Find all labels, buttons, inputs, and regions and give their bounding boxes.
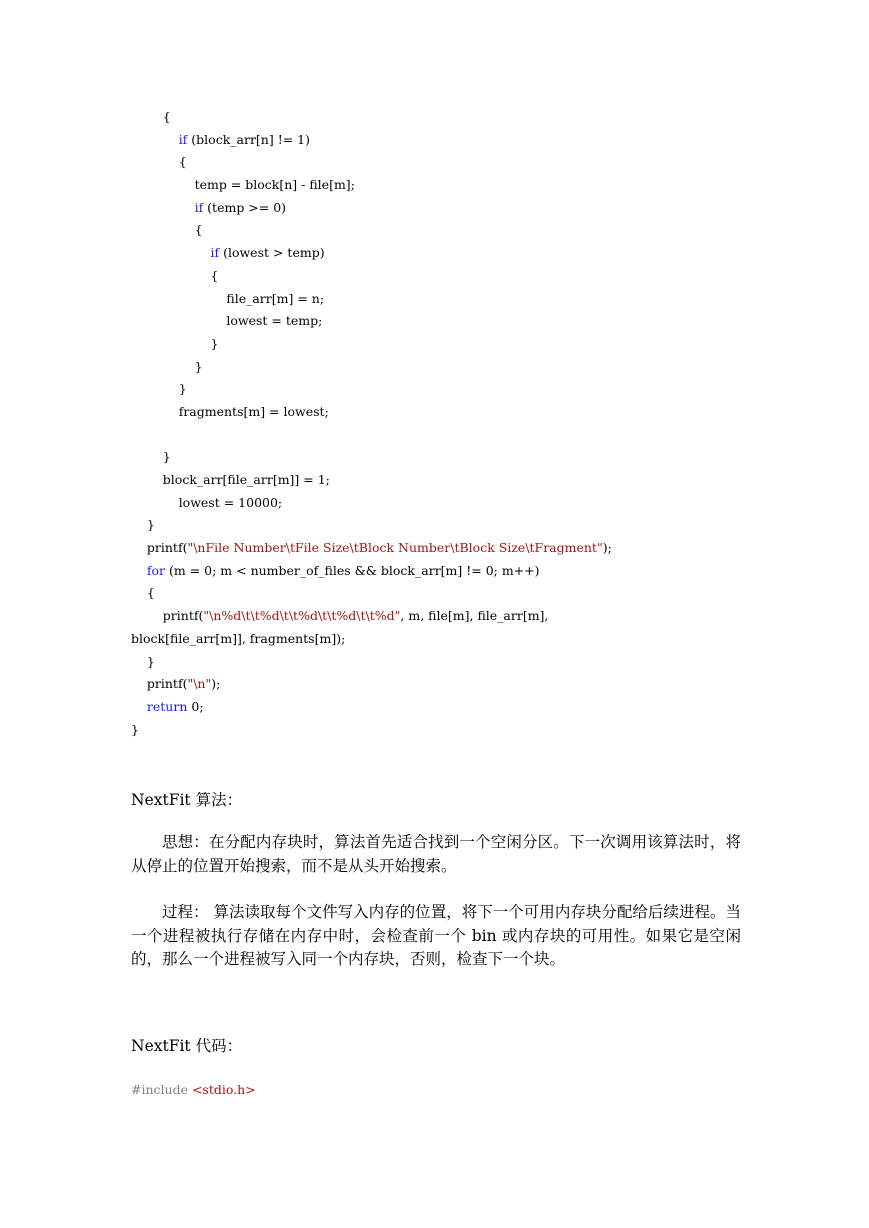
code-line	[131, 673, 831, 696]
code-line	[131, 174, 831, 197]
code-string: "\n%d\t\t%d\t\t%d\t\t%d\t\t%d"	[203, 608, 401, 624]
code-block	[131, 106, 831, 741]
code-indent	[131, 404, 179, 419]
nextfit-algorithm-heading: NextFit 算法：	[131, 791, 243, 809]
code-indent	[131, 563, 147, 578]
code-indent	[131, 313, 226, 328]
code-text: );	[211, 676, 221, 692]
code-keyword: return	[146, 698, 188, 714]
code-text: }	[146, 653, 155, 669]
code-text: {	[210, 267, 219, 283]
code-keyword: for	[146, 562, 166, 578]
code-text: block[file_arr[m]], fragments[m]);	[131, 630, 346, 646]
nextfit-code-heading: NextFit 代码：	[131, 1037, 243, 1055]
code-text: fragments[m] = lowest;	[178, 403, 329, 419]
code-keyword: if	[194, 199, 204, 215]
code-line	[131, 628, 831, 651]
code-keyword: if	[210, 245, 220, 261]
code-indent	[131, 154, 179, 169]
code-indent	[131, 336, 210, 351]
code-line	[131, 242, 831, 265]
code-line	[131, 537, 831, 560]
code-indent	[131, 268, 210, 283]
code-indent	[131, 540, 147, 555]
code-line	[131, 265, 831, 288]
code-text: printf(	[146, 540, 188, 556]
code-text: }	[210, 335, 219, 351]
code-text: );	[602, 540, 612, 556]
code-text: }	[178, 381, 187, 397]
code-indent	[131, 291, 226, 306]
code-text: {	[146, 585, 155, 601]
code-indent	[131, 200, 195, 215]
idea-paragraph: 思想：在分配内存块时，算法首先适合找到一个空闲分区。下一次调用该算法时，将从停止的位置开始搜索，而不是从头开始搜索。	[131, 833, 741, 875]
code-indent	[131, 109, 163, 124]
include-directive: #include	[131, 1082, 192, 1097]
code-indent	[131, 132, 179, 147]
code-indent	[131, 381, 179, 396]
code-indent	[131, 517, 147, 532]
code-line	[131, 492, 831, 515]
code-line	[131, 514, 831, 537]
code-line	[131, 651, 831, 674]
code-line	[131, 151, 831, 174]
code-indent	[131, 245, 210, 260]
code-text: (lowest > temp)	[219, 245, 325, 261]
code-text: block_arr[file_arr[m]] = 1;	[162, 472, 330, 487]
code-indent	[131, 654, 147, 669]
code-text: (block_arr[n] != 1)	[187, 131, 310, 147]
code-line	[131, 446, 831, 469]
code-text: lowest = temp;	[226, 313, 323, 329]
code-line	[131, 197, 831, 220]
code-line	[131, 106, 831, 129]
code-text: }	[162, 449, 171, 465]
code-line	[131, 310, 831, 333]
process-paragraph: 过程： 算法读取每个文件写入内存的位置，将下一个可用内存块分配给后续进程。当一个进程被执行存储在内存中时，会检查前一个 bin 或内存块的可用性。如果它是空闲的，那么一个进程被写入同一个内存块，否则，检查下一个块。	[131, 903, 741, 968]
code-indent	[131, 449, 163, 464]
code-text: file_arr[m] = n;	[226, 290, 325, 306]
code-line	[131, 401, 831, 424]
code-indent	[131, 177, 195, 192]
code-indent	[131, 676, 147, 691]
code-indent	[131, 699, 147, 714]
code-line	[131, 424, 831, 447]
code-line	[131, 333, 831, 356]
code-line	[131, 378, 831, 401]
code-line	[131, 719, 831, 742]
code-string: "\nFile Number\tFile Size\tBlock Number\tBlock Size\tFragment"	[187, 540, 603, 556]
include-header: <stdio.h>	[191, 1082, 256, 1097]
code-line	[131, 129, 831, 152]
code-indent	[131, 585, 147, 600]
code-text: {	[178, 154, 187, 170]
code-text: lowest = 10000;	[178, 494, 283, 510]
code-line	[131, 288, 831, 311]
code-line	[131, 696, 831, 719]
code-indent	[131, 495, 179, 510]
code-indent	[131, 608, 163, 623]
code-line	[131, 582, 831, 605]
code-text: , m, file[m], file_arr[m],	[400, 608, 549, 624]
code-text: }	[194, 358, 203, 374]
code-text: 0;	[187, 698, 204, 714]
code-text: (temp >= 0)	[203, 199, 287, 215]
code-text: }	[146, 517, 155, 533]
code-indent	[131, 222, 195, 237]
code-line	[131, 560, 831, 583]
code-keyword: if	[178, 131, 188, 147]
code-indent	[131, 359, 195, 374]
include-line	[131, 1079, 256, 1101]
code-text: (m = 0; m < number_of_files && block_arr[m] != 0; m++)	[165, 562, 540, 578]
code-indent	[131, 472, 163, 487]
code-string: "\n"	[187, 676, 212, 692]
code-text: printf(	[162, 608, 204, 624]
code-text: }	[131, 721, 139, 737]
code-text: temp = block[n] - file[m];	[194, 177, 355, 193]
code-text: printf(	[146, 676, 188, 692]
code-text: {	[162, 109, 171, 124]
code-text: {	[194, 222, 203, 238]
code-line	[131, 356, 831, 379]
code-line	[131, 219, 831, 242]
code-line	[131, 469, 831, 492]
code-line	[131, 605, 831, 628]
